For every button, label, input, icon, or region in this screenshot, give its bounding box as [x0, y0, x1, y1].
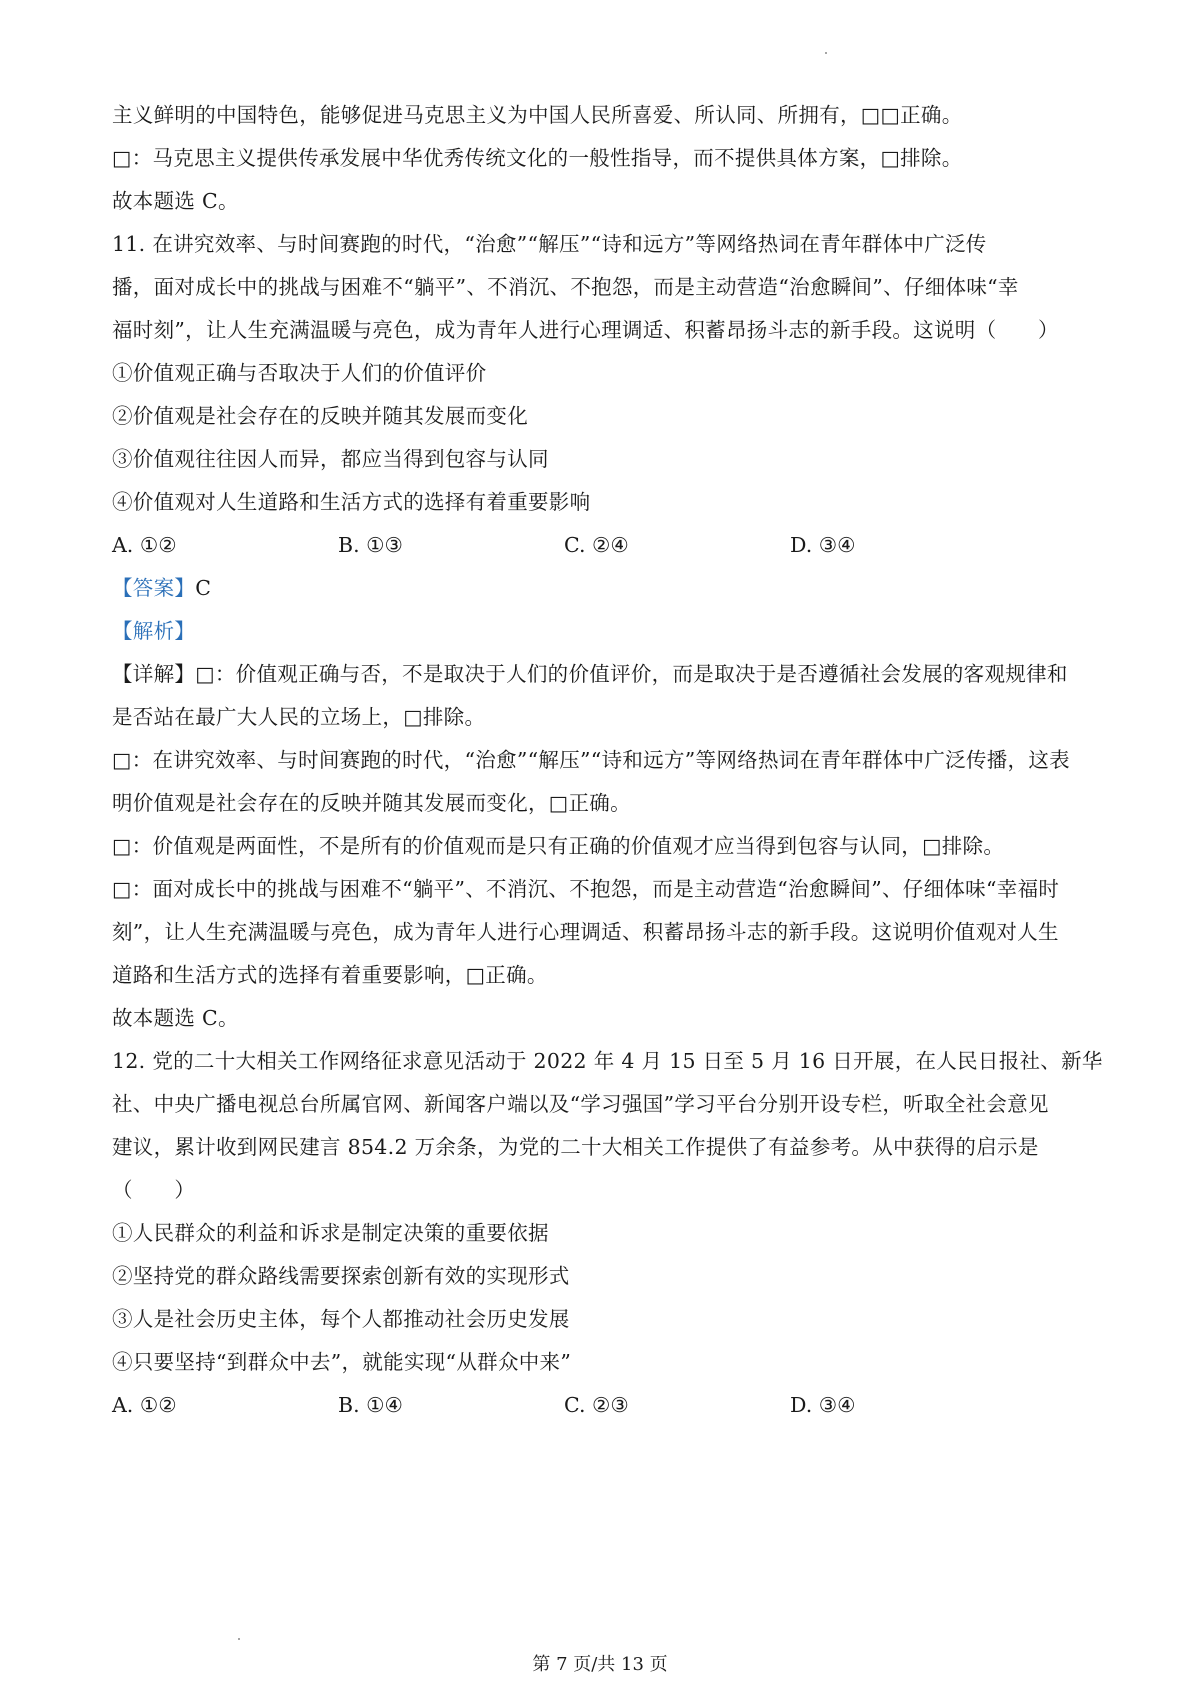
analysis-tag: 【解析】 — [112, 619, 196, 643]
question-stem-line: （ ） — [112, 1178, 196, 1202]
answer-line — [112, 573, 1102, 603]
explanation-line: 明价值观是社会存在的反映并随其发展而变化，□正确。 — [112, 791, 631, 815]
text-line: 故本题选 C。 — [112, 189, 239, 213]
question-stem-line: 社、中央广播电视总台所属官网、新闻客户端以及“学习强国”学习平台分别开设专栏，听取全社会意见 — [112, 1092, 1049, 1116]
statement-item: ④价值观对人生道路和生活方式的选择有着重要影响 — [112, 490, 591, 514]
options-row — [112, 530, 1102, 560]
explanation-line: □：面对成长中的挑战与困难不“躺平”、不消沉、不抱怨，而是主动营造“治愈瞬间”、仔细体味“幸福时 — [112, 877, 1060, 901]
option-a: A. ①② — [112, 533, 177, 557]
statement-item: ④只要坚持“到群众中去”，就能实现“从群众中来” — [112, 1350, 572, 1374]
question-stem-line: 12. 党的二十大相关工作网络征求意见活动于 2022 年 4 月 15 日至 5 月 16 日开展，在人民日报社、新华 — [112, 1049, 1103, 1073]
option-c: C. ②④ — [564, 533, 629, 557]
explanation-line: 道路和生活方式的选择有着重要影响，□正确。 — [112, 963, 548, 987]
statement-item: ③人是社会历史主体，每个人都推动社会历史发展 — [112, 1307, 570, 1331]
option-a: A. ①② — [112, 1393, 177, 1417]
text-line: 主义鲜明的中国特色，能够促进马克思主义为中国人民所喜爱、所认同、所拥有，□□正确。 — [112, 103, 963, 127]
explanation-line: □：在讲究效率、与时间赛跑的时代，“治愈”“解压”“诗和远方”等网络热词在青年群体中广泛传播，这表 — [112, 748, 1070, 772]
statement-item: ②价值观是社会存在的反映并随其发展而变化 — [112, 404, 528, 428]
explanation-line: 刻”，让人生充满温暖与亮色，成为青年人进行心理调适、积蓄昂扬斗志的新手段。这说明价值观对人生 — [112, 920, 1059, 944]
scan-speck — [825, 52, 827, 54]
explanation-line: 是否站在最广大人民的立场上，□排除。 — [112, 705, 486, 729]
analysis-line — [112, 616, 1102, 646]
options-row — [112, 1390, 1102, 1420]
statement-item: ③价值观往往因人而异，都应当得到包容与认同 — [112, 447, 549, 471]
scan-speck — [238, 1638, 240, 1640]
question-stem-line: 播，面对成长中的挑战与困难不“躺平”、不消沉、不抱怨，而是主动营造“治愈瞬间”、仔细体味“幸 — [112, 275, 1019, 299]
question-stem-line: 福时刻”，让人生充满温暖与亮色，成为青年人进行心理调适、积蓄昂扬斗志的新手段。这说明（ ） — [112, 318, 1059, 342]
text-line: □：马克思主义提供传承发展中华优秀传统文化的一般性指导，而不提供具体方案，□排除。 — [112, 146, 963, 170]
statement-item: ①价值观正确与否取决于人们的价值评价 — [112, 361, 487, 385]
statement-item: ①人民群众的利益和诉求是制定决策的重要依据 — [112, 1221, 549, 1245]
option-d: D. ③④ — [790, 1393, 856, 1417]
answer-value: C — [195, 576, 212, 600]
explanation-line: 【详解】□：价值观正确与否，不是取决于人们的价值评价，而是取决于是否遵循社会发展的客观规律和 — [112, 662, 1068, 686]
explanation-line: □：价值观是两面性，不是所有的价值观而是只有正确的价值观才应当得到包容与认同，□排除。 — [112, 834, 1005, 858]
option-b: B. ①③ — [338, 533, 403, 557]
answer-tag: 【答案】 — [112, 576, 196, 600]
option-d: D. ③④ — [790, 533, 856, 557]
option-b: B. ①④ — [338, 1393, 403, 1417]
statement-item: ②坚持党的群众路线需要探索创新有效的实现形式 — [112, 1264, 570, 1288]
question-stem-line: 建议，累计收到网民建言 854.2 万余条，为党的二十大相关工作提供了有益参考。从中获得的启示是 — [112, 1135, 1039, 1159]
option-c: C. ②③ — [564, 1393, 629, 1417]
explanation-line: 故本题选 C。 — [112, 1006, 239, 1030]
question-stem-line: 11. 在讲究效率、与时间赛跑的时代，“治愈”“解压”“诗和远方”等网络热词在青年群体中广泛传 — [112, 232, 987, 256]
page-footer: 第 7 页/共 13 页 — [532, 1654, 668, 1675]
